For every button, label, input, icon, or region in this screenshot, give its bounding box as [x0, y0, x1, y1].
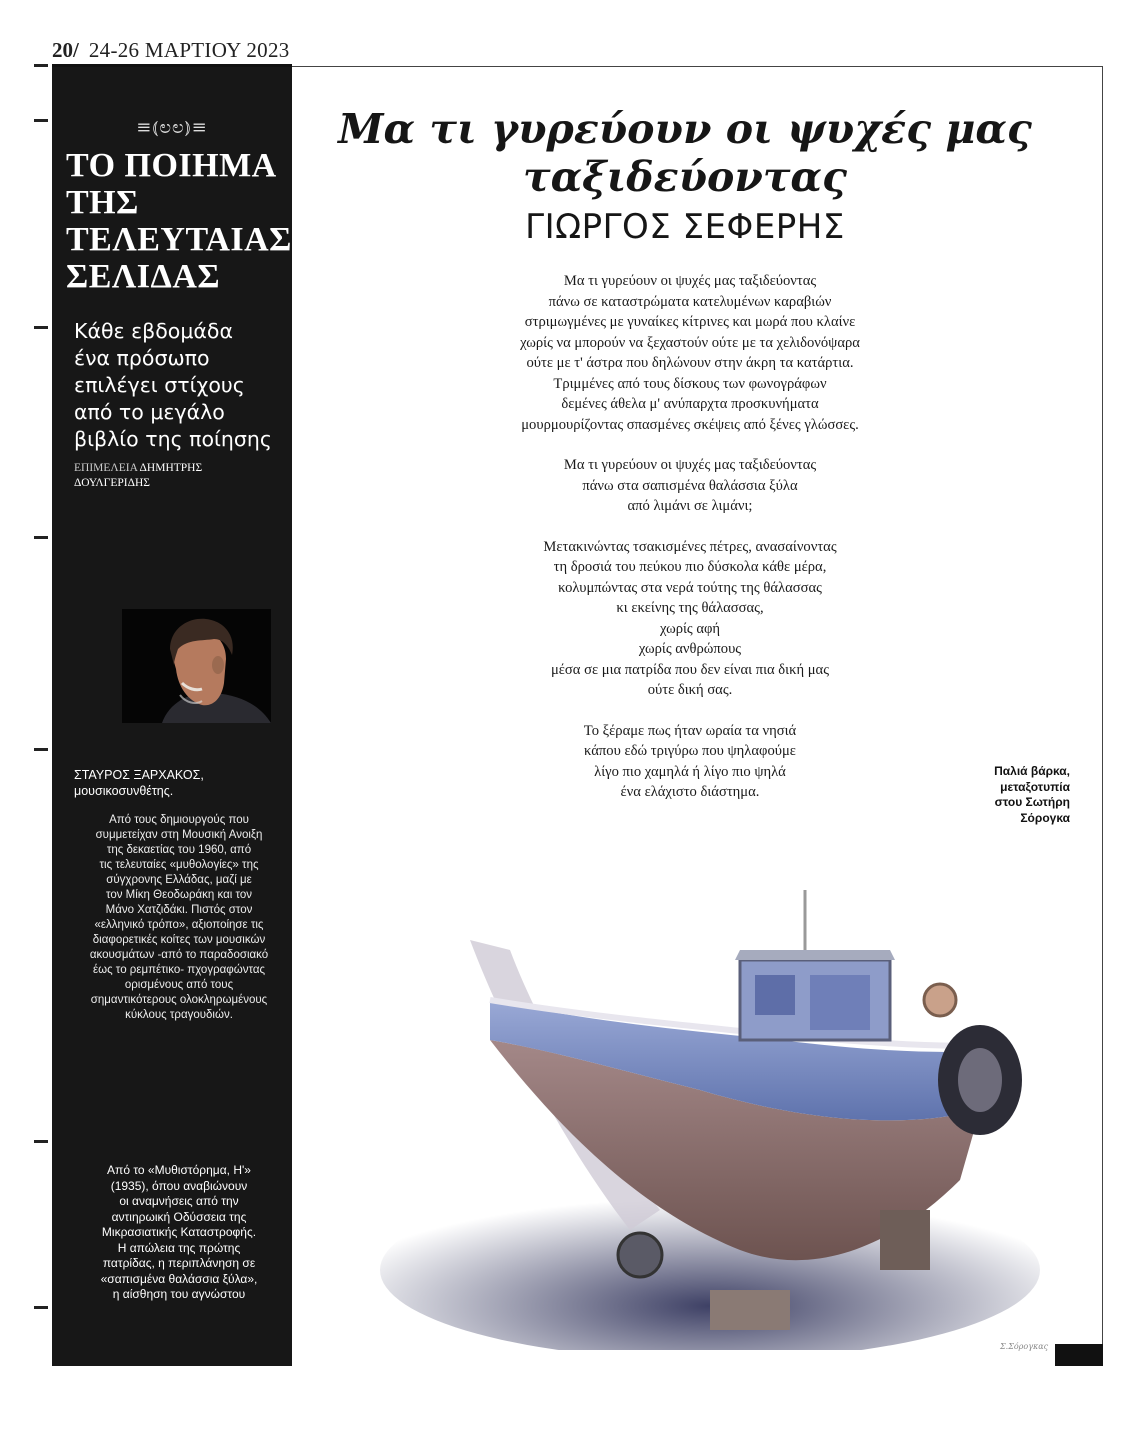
source-line: οι αναμνήσεις από την: [119, 1194, 239, 1208]
bio-line: τον Μίκη Θεοδωράκη και τον: [105, 889, 253, 901]
poem-line: μέσα σε μια πατρίδα που δεν είναι πια δική μας: [550, 661, 829, 678]
margin-tick: [34, 536, 48, 539]
poem-stanza: [440, 537, 940, 701]
issue-date: 24-26 ΜΑΡΤΙΟΥ 2023: [88, 38, 290, 62]
source-line: η αίσθηση του αγνώστου: [112, 1287, 246, 1301]
bio-line: τις τελευταίες «μυθολογίες» της: [99, 859, 259, 871]
caption-line: Σόρογκα: [1020, 810, 1070, 825]
source-line: Η απώλεια της πρώτης: [117, 1240, 241, 1255]
poem-line: Μα τι γυρεύουν οι ψυχές μας ταξιδεύοντας: [563, 457, 817, 473]
bio-line: κύκλους τραγουδιών.: [125, 1009, 233, 1021]
subtitle-line: βιβλίο της ποίησης: [74, 427, 272, 451]
person-name: ΣΤΑΥΡΟΣ ΞΑΡΧΑΚΟΣ,: [74, 768, 204, 782]
poem-line: Το ξέραμε πως ήταν ωραία τα νησιά: [583, 722, 797, 739]
poem-title-line: ταξιδεύοντας: [523, 153, 847, 201]
bio-line: «ελληνικό τρόπο», αξιοποίησε τις: [94, 919, 264, 931]
artwork-caption: [960, 764, 1070, 826]
poem-line: κάπου εδώ τριγύρω που ψηλαφούμε: [584, 743, 796, 759]
poem-line: ούτε με τ' άστρα που δηλώνουν στην άκρη τα κατάρτια.: [526, 355, 854, 371]
person-caption: [74, 767, 284, 799]
poem-line: στριμωγμένες με γυναίκες κίτρινες και μωρά που κλαίνε: [524, 314, 856, 330]
bio-line: της δεκαετίας του 1960, από: [106, 844, 252, 856]
person-bio: [74, 813, 284, 1023]
margin-tick: [34, 64, 48, 67]
bio-line: Από τους δημιουργούς που: [109, 814, 249, 826]
subtitle-line: από το μεγάλο: [74, 400, 225, 424]
poem-line: πάνω σε καταστρώματα κατελυμένων καραβιών: [548, 293, 832, 310]
poem-line: κολυμπώντας στα νερά τούτης της θάλασσας: [558, 579, 822, 596]
poem-title-line: Μα τι γυρεύουν οι ψυχές μας: [338, 105, 1032, 153]
poem-line: μουρμουρίζοντας σπασμένες σκέψεις από ξένες γλώσσες.: [521, 416, 859, 433]
poem-line: δεμένες άθελα μ' ανύπαρχτα προσκυνήματα: [561, 396, 819, 412]
caption-line: Παλιά βάρκα,: [994, 764, 1070, 778]
column-title-line: ΤΕΛΕΥΤΑΙΑΣ: [66, 221, 292, 258]
poem-line: Μετακινώντας τσακισμένες πέτρες, ανασαίνοντας: [543, 538, 837, 555]
poem-line: τη δροσιά του πεύκου πιο δύσκολα κάθε μέρα,: [553, 559, 827, 575]
source-line: «σαπισμένα θαλάσσια ξύλα»,: [100, 1271, 258, 1286]
curator-surname: ΔΟΥΛΓΕΡΙΔΗΣ: [74, 477, 150, 489]
curator-name: ΔΗΜΗΤΡΗΣ: [139, 462, 203, 474]
portrait-illustration: [122, 609, 271, 723]
poem-line: Μα τι γυρεύουν οι ψυχές μας ταξιδεύοντας: [563, 273, 817, 289]
poem-line: χωρίς να μπορούν να ξεχαστούν ούτε με τα χελιδονόψαρα: [520, 334, 860, 351]
subtitle-line: Κάθε εβδομάδα: [74, 319, 233, 343]
margin-tick: [34, 1306, 48, 1309]
column-title: [66, 147, 292, 295]
poem-stanza: [440, 271, 940, 435]
ornament-divider: ≡⦅ಲಲ⦆≡: [136, 117, 208, 138]
subtitle-line: επιλέγει στίχους: [74, 373, 245, 397]
portrait-photo: [122, 609, 271, 723]
frame-right-line: [1102, 66, 1103, 1346]
bio-line: έως το ρεμπέτικο- πχογραφώντας: [92, 964, 266, 976]
poem-stanza: [440, 721, 940, 803]
poem-body: [440, 271, 940, 823]
poem-line: από λιμάνι σε λιμάνι;: [627, 498, 753, 514]
source-line: Από το «Μυθιστόρημα, Η'»: [107, 1163, 251, 1177]
bio-line: διαφορετικές κοίτες των μουσικών: [92, 934, 266, 946]
poem-title: [300, 105, 1070, 201]
margin-tick: [34, 1140, 48, 1143]
column-subtitle: [74, 318, 284, 453]
margin-tick: [34, 748, 48, 751]
bio-line: συμμετείχαν στη Μουσική Ανοιξη: [95, 829, 263, 841]
bio-line: ακουσμάτων -από το παραδοσιακό: [89, 949, 269, 961]
poem-line: χωρίς αφή: [659, 620, 721, 637]
person-role: μουσικοσυνθέτης.: [74, 784, 174, 798]
curator-credit: [74, 461, 274, 491]
source-note: [74, 1163, 284, 1303]
poem-line: λίγο πιο χαμηλά ή λίγο πιο ψηλά: [594, 763, 786, 780]
poem-line: ένα ελάχιστο διάστημα.: [620, 784, 760, 800]
poem-line: κι εκείνης της θάλασσας,: [616, 600, 764, 616]
curator-label: ΕΠΙΜΕΛΕΙΑ: [74, 462, 138, 474]
subtitle-line: ένα πρόσωπο: [74, 346, 210, 370]
column-title-line: ΤΗΣ: [66, 184, 139, 221]
boat-illustration: [380, 880, 1080, 1350]
source-line: αντιηρωική Οδύσσεια της: [111, 1209, 247, 1224]
poem-line: ούτε δική σας.: [647, 682, 733, 698]
bio-line: σύγχρονης Ελλάδας, μαζί με: [106, 874, 252, 886]
sidebar: [52, 67, 292, 1366]
margin-tick: [34, 119, 48, 122]
poem-line: Τριμμένες από τους δίσκους των φωνογράφων: [553, 375, 827, 392]
source-line: Μικρασιατικής Καταστροφής.: [101, 1225, 257, 1239]
bio-line: Μάνο Χατζιδάκι. Πιστός στον: [105, 904, 253, 916]
poem-line: χωρίς ανθρώπους: [638, 641, 742, 657]
artist-signature: Σ.Σόρογκας: [1000, 1342, 1049, 1351]
poem-stanza: [440, 455, 940, 517]
source-line: πατρίδας, η περιπλάνηση σε: [102, 1256, 256, 1270]
bio-line: σημαντικότερους ολοκληρωμένους: [90, 994, 268, 1006]
poem-line: πάνω στα σαπισμένα θαλάσσια ξύλα: [582, 477, 798, 494]
column-title-line: ΣΕΛΙΔΑΣ: [66, 258, 221, 295]
column-title-line: ΤΟ ΠΟΙΗΜΑ: [66, 147, 277, 184]
frame-top-line: [292, 66, 1102, 67]
caption-line: στου Σωτήρη: [994, 795, 1070, 809]
page-header: [52, 38, 290, 64]
page-number: 20/: [52, 38, 79, 62]
caption-line: μεταξοτυπία: [1000, 779, 1070, 794]
boat-artwork: [380, 880, 1080, 1350]
margin-tick: [34, 326, 48, 329]
poet-name: ΓΙΩΡΓΟΣ ΣΕΦΕΡΗΣ: [525, 207, 845, 247]
source-line: (1935), όπου αναβιώνουν: [110, 1178, 248, 1193]
bio-line: ορισμένους από τους: [124, 979, 234, 991]
